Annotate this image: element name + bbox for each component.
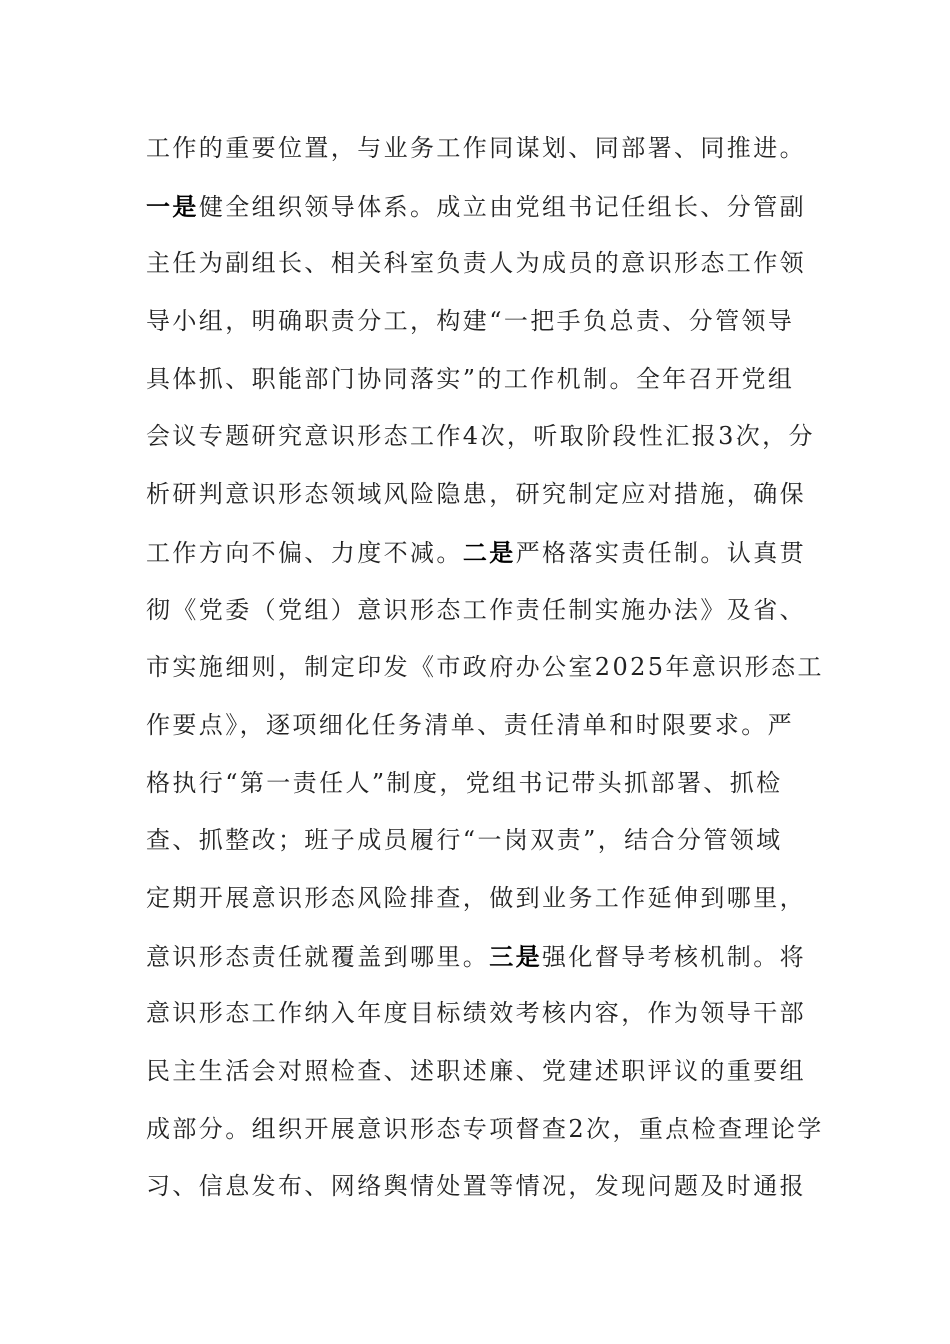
text-segment: 具体抓、职能部门协同落实”的工作机制。全年召开党组 xyxy=(146,364,795,393)
text-line xyxy=(146,928,826,986)
item-lead-one: 一是 xyxy=(146,191,199,221)
text-line xyxy=(146,235,826,293)
item-lead-two: 二是 xyxy=(462,537,516,567)
text-segment: 民主生活会对照检查、述职述廉、党建述职评议的重要组 xyxy=(146,1057,806,1085)
text-segment: 导小组，明确职责分工，构建“一把手负总责、分管领导 xyxy=(146,307,795,336)
text-segment: 格执行“第一责任人”制度，党组书记带头抓部署、抓检 xyxy=(146,768,783,797)
text-segment: 习、信息发布、网络舆情处置等情况，发现问题及时通报 xyxy=(146,1172,806,1201)
text-line xyxy=(146,1101,826,1159)
text-segment: 彻《党委（党组）意识形态工作责任制实施办法》及省、 xyxy=(146,595,806,624)
body-text xyxy=(146,120,826,1216)
text-line xyxy=(146,1158,826,1216)
text-segment: 市实施细则，制定印发《市政府办公室2025年意识形态工 xyxy=(146,653,824,682)
text-line xyxy=(146,351,826,409)
text-line xyxy=(146,524,826,582)
text-line xyxy=(146,870,826,928)
text-line xyxy=(146,985,826,1043)
text-line xyxy=(146,293,826,351)
text-line xyxy=(146,812,826,870)
text-line xyxy=(146,408,826,466)
text-segment: 意识形态工作纳入年度目标绩效考核内容，作为领导干部 xyxy=(146,999,806,1028)
text-line xyxy=(146,120,826,178)
text-line xyxy=(146,582,826,640)
text-segment: 成部分。组织开展意识形态专项督查2次，重点检查理论学 xyxy=(146,1114,824,1143)
text-line xyxy=(146,755,826,813)
text-segment: 工作的重要位置，与业务工作同谋划、同部署、同推进。 xyxy=(146,134,806,162)
text-segment: 会议专题研究意识形态工作4次，听取阶段性汇报3次，分 xyxy=(146,422,815,451)
text-line xyxy=(146,178,826,236)
text-line xyxy=(146,466,826,524)
text-segment: 查、抓整改；班子成员履行“一岗双责”，结合分管领域 xyxy=(146,826,783,855)
text-segment: 析研判意识形态领域风险隐患，研究制定应对措施，确保 xyxy=(146,480,806,509)
text-segment: 定期开展意识形态风险排查，做到业务工作延伸到哪里， xyxy=(146,883,806,912)
text-segment: 作要点》，逐项细化任务清单、责任清单和时限要求。严 xyxy=(146,710,794,739)
text-line xyxy=(146,639,826,697)
text-segment: 强化督导考核机制。将 xyxy=(542,942,807,971)
text-segment: 主任为副组长、相关科室负责人为成员的意识形态工作领 xyxy=(146,249,806,278)
text-line xyxy=(146,1043,826,1101)
text-segment: 工作方向不偏、力度不减。 xyxy=(146,538,463,567)
text-line xyxy=(146,697,826,755)
item-lead-three: 三是 xyxy=(489,941,543,971)
text-segment: 意识形态责任就覆盖到哪里。 xyxy=(146,942,490,971)
text-segment: 健全组织领导体系。成立由党组书记任组长、分管副 xyxy=(198,192,807,221)
text-segment: 严格落实责任制。认真贯 xyxy=(515,538,807,567)
